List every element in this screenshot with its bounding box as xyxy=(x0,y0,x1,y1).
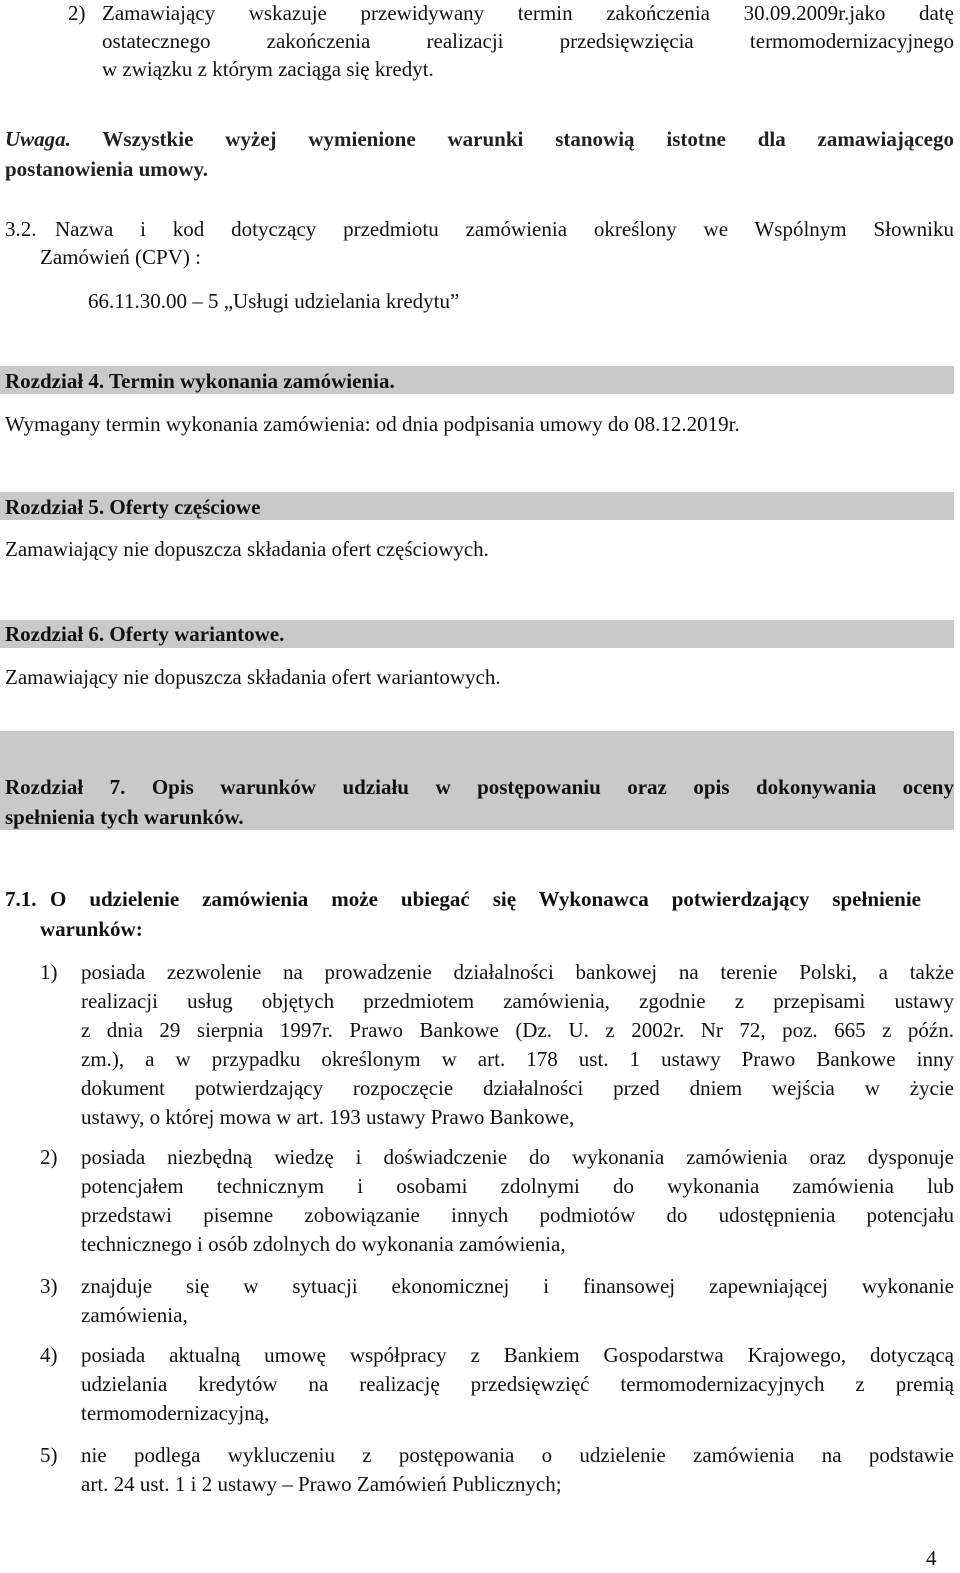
list-item-line: posiada niezbędną wiedzę i doświadczenie do wykonania zamówienia oraz dysponuje xyxy=(81,1145,954,1169)
list-item-number: 3) xyxy=(40,1274,58,1298)
intro-item-line: w związku z którym zaciąga się kredyt. xyxy=(102,57,434,81)
list-item-line: dokument potwierdzający rozpoczęcie działalności przed dniem wejścia w życie xyxy=(81,1076,954,1100)
list-item-line: z dnia 29 sierpnia 1997r. Prawo Bankowe (Dz. U. z 2002r. Nr 72, poz. 665 z późn. xyxy=(81,1018,954,1042)
list-item-number: 4) xyxy=(40,1343,58,1367)
list-item-line: zm.), a w przypadku określonym w art. 178 ust. 1 ustawy Prawo Bankowe inny xyxy=(81,1047,954,1071)
list-item-number: 2) xyxy=(40,1145,58,1169)
list-item-line: realizacji usług objętych przedmiotem zamówienia, zgodnie z przepisami ustawy xyxy=(81,989,954,1013)
intro-item-line: ostatecznego zakończenia realizacji przedsięwzięcia termomodernizacyjnego xyxy=(102,29,954,53)
chapter-heading-line-2: spełnienia tych warunków. xyxy=(5,805,244,829)
note-line-2: postanowienia umowy. xyxy=(5,157,209,181)
chapter-heading: Rozdział 7. Opis warunków udziału w postępowaniu oraz opis dokonywania oceny xyxy=(5,775,954,799)
list-item xyxy=(81,1441,954,1499)
subsection-title: O udzielenie zamówienia może ubiegać się Wykonawca potwierdzający spełnienie xyxy=(50,887,921,911)
list-item xyxy=(81,958,954,1132)
section-heading: Rozdział 5. Oferty częściowe xyxy=(5,495,261,519)
section-body: Zamawiający nie dopuszcza składania ofert częściowych. xyxy=(5,537,489,561)
list-item-number: 5) xyxy=(40,1443,58,1467)
note-line: Wszystkie wyżej wymienione warunki stanowią istotne dla zamawiającego xyxy=(102,127,954,151)
section-body: Wymagany termin wykonania zamówienia: od dnia podpisania umowy do 08.12.2019r. xyxy=(5,412,740,436)
list-item-line: udzielania kredytów na realizację przedsięwzięć termomodernizacyjnych z premią xyxy=(81,1372,954,1396)
note-label: Uwaga. xyxy=(5,127,71,151)
list-item-line: nie podlega wykluczeniu z postępowania o udzielenie zamówienia na podstawie xyxy=(81,1443,954,1467)
list-item xyxy=(81,1272,954,1330)
list-item-number: 1) xyxy=(40,960,58,984)
list-item xyxy=(81,1341,954,1428)
list-item-line: zamówienia, xyxy=(81,1303,188,1327)
section-body: Zamawiający nie dopuszcza składania ofert wariantowych. xyxy=(5,665,501,689)
section-heading: Rozdział 4. Termin wykonania zamówienia. xyxy=(5,369,395,393)
list-item-line: art. 24 ust. 1 i 2 ustawy – Prawo Zamówień Publicznych; xyxy=(81,1472,562,1496)
list-item-line: przedstawi pisemne zobowiązanie innych podmiotów do udostępnienia potencjału xyxy=(81,1203,954,1227)
list-item-line: ustawy, o której mowa w art. 193 ustawy Prawo Bankowe, xyxy=(81,1105,575,1129)
list-item-line: posiada zezwolenie na prowadzenie działalności bankowej na terenie Polski, a także xyxy=(81,960,954,984)
intro-item-number: 2) xyxy=(68,1,86,25)
note-paragraph xyxy=(5,126,954,182)
list-item-line: termomodernizacyjną, xyxy=(81,1401,270,1425)
cpv-line: Zamówień (CPV) : xyxy=(40,245,201,269)
list-item-line: znajduje się w sytuacji ekonomicznej i finansowej zapewniającej wykonanie xyxy=(81,1274,954,1298)
section-heading: Rozdział 6. Oferty wariantowe. xyxy=(5,622,285,646)
subsection-title-line-2: warunków: xyxy=(40,917,143,941)
list-item-line: technicznego i osób zdolnych do wykonania zamówienia, xyxy=(81,1232,566,1256)
list-item-line: posiada aktualną umowę współpracy z Bankiem Gospodarstwa Krajowego, dotyczącą xyxy=(81,1343,954,1367)
list-item xyxy=(81,1143,954,1259)
cpv-code: 66.11.30.00 – 5 „Usługi udzielania kredytu” xyxy=(88,289,460,313)
cpv-number: 3.2. xyxy=(5,217,37,241)
subsection-number: 7.1. xyxy=(5,887,37,911)
list-item-line: potencjałem technicznym i osobami zdolnymi do wykonania zamówienia lub xyxy=(81,1174,954,1198)
cpv-line: Nazwa i kod dotyczący przedmiotu zamówienia określony we Wspólnym Słowniku xyxy=(55,217,954,241)
intro-item-line: Zamawiający wskazuje przewidywany termin zakończenia 30.09.2009r.jako datę xyxy=(102,1,954,25)
page-number: 4 xyxy=(926,1546,937,1570)
